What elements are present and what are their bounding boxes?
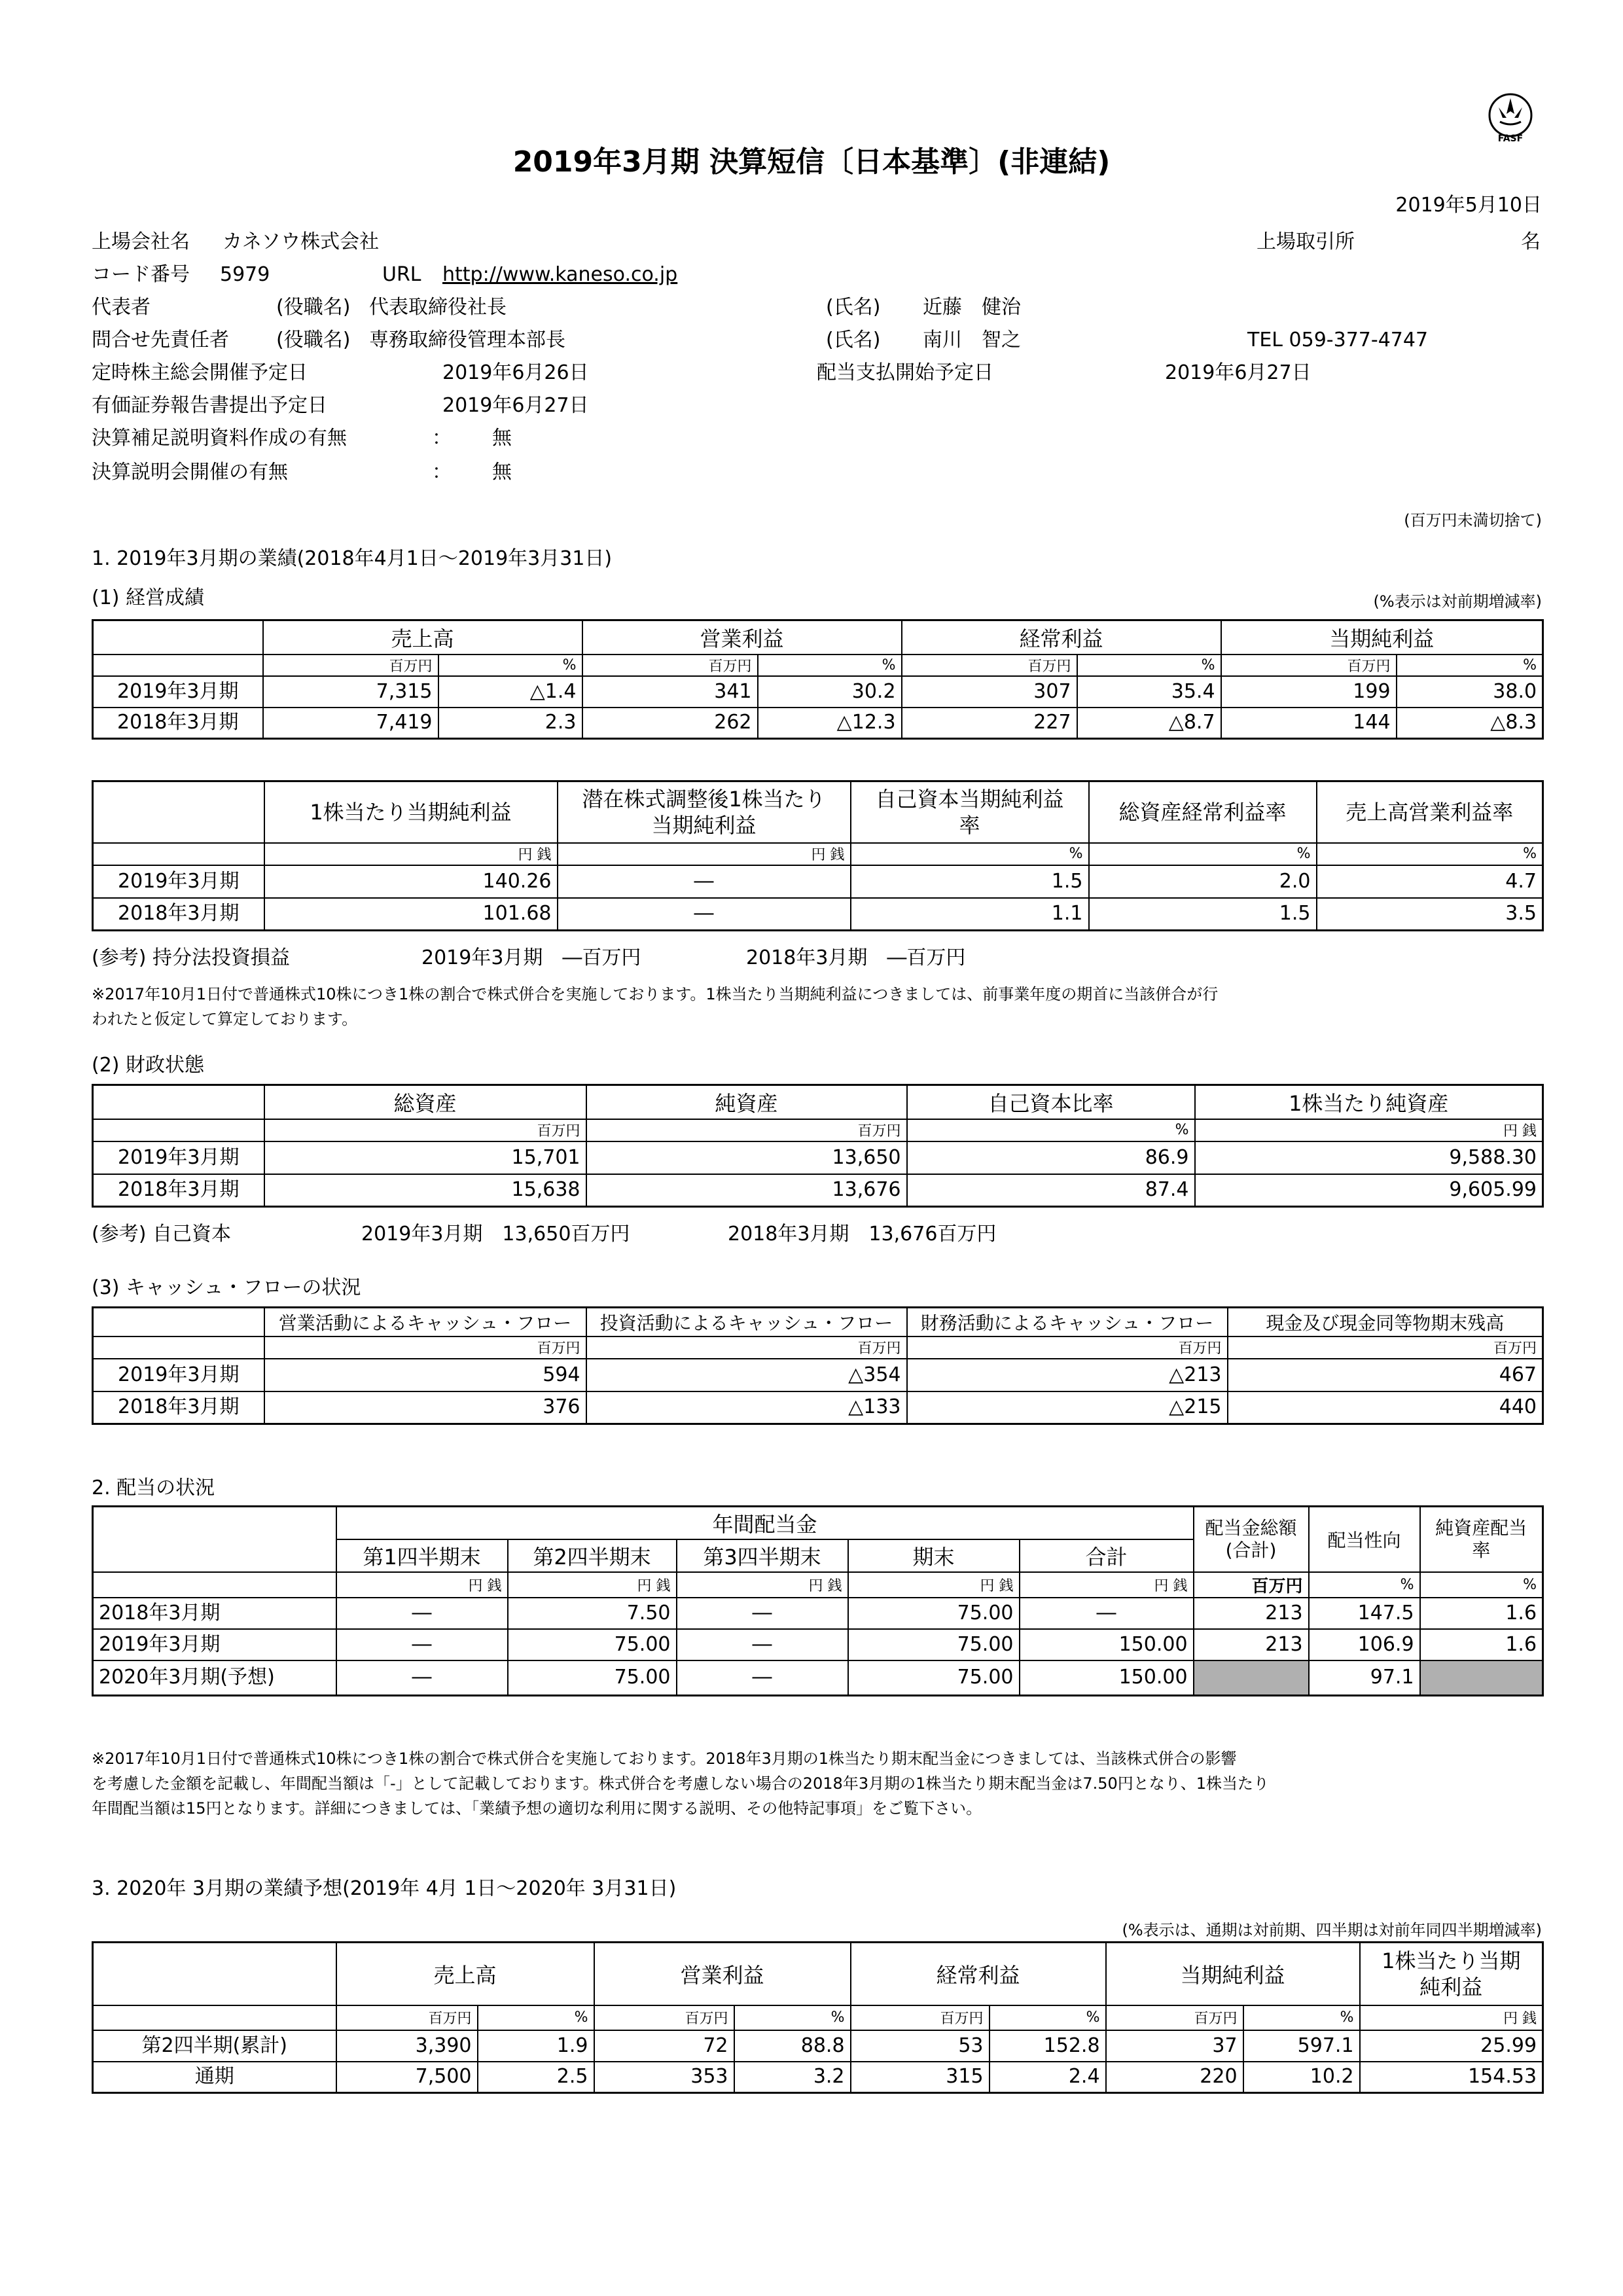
unit-cell: % (734, 2005, 851, 2030)
agm-label: 定時株主総会開催予定日 (92, 361, 308, 384)
row-label: 2019年3月期 (93, 1359, 264, 1391)
header-total-dividend: 配当金総額 (合計) (1194, 1507, 1309, 1572)
value-cell: 10.2 (1243, 2062, 1360, 2093)
row-label: 2018年3月期 (93, 708, 263, 739)
value-cell: ― (336, 1629, 508, 1660)
rep-name: 近藤 健治 (923, 296, 1021, 319)
value-cell: 38.0 (1397, 676, 1543, 708)
table-row (93, 2062, 1543, 2093)
value-cell: 440 (1228, 1391, 1543, 1424)
unit-cell: % (990, 2005, 1106, 2030)
value-cell: ― (1020, 1598, 1194, 1629)
value-cell: 7.50 (508, 1598, 677, 1629)
unit-cell: 百万円 (264, 1336, 586, 1359)
report-submit-date: 2019年6月27日 (442, 394, 589, 417)
row-label: 2019年3月期 (93, 865, 264, 898)
value-cell: 353 (594, 2062, 734, 2093)
value-cell: ― (558, 865, 851, 898)
value-cell: 2.5 (478, 2062, 594, 2093)
header-q3: 第3四半期末 (677, 1539, 848, 1572)
value-cell: 7,315 (263, 676, 438, 708)
header-diluted-eps: 潜在株式調整後1株当たり 当期純利益 (558, 781, 851, 843)
row-label: 2019年3月期 (93, 676, 263, 708)
brief-label: 決算説明会開催の有無 (92, 461, 288, 484)
company-url-link[interactable]: http://www.kaneso.co.jp (442, 263, 678, 286)
header-dividend-ratio: 純資産配当 率 (1420, 1507, 1543, 1572)
supp-value: 無 (492, 427, 512, 450)
section-2-title: 2. 配当の状況 (92, 1477, 215, 1499)
value-cell: ― (677, 1629, 848, 1660)
blank-cell (93, 1119, 264, 1141)
supp-label: 決算補足説明資料作成の有無 (92, 427, 347, 450)
value-cell: 2.0 (1089, 865, 1317, 898)
value-cell: 140.26 (264, 865, 558, 898)
shaded-cell (1194, 1660, 1309, 1696)
value-cell: 7,419 (263, 708, 438, 739)
unit-cell: 百万円 (582, 655, 758, 676)
header-q2: 第2四半期末 (508, 1539, 677, 1572)
unit-cell: % (907, 1119, 1195, 1141)
unit-cell: 百万円 (586, 1336, 907, 1359)
header-net-income: 当期純利益 (1106, 1943, 1360, 2005)
value-cell: 152.8 (990, 2030, 1106, 2062)
value-cell: 213 (1194, 1598, 1309, 1629)
ref-equity-label: (参考) 自己資本 (92, 1223, 231, 1246)
corner-cell (93, 620, 263, 655)
contact-name-label: (氏名) (826, 329, 881, 351)
corner-cell (93, 781, 264, 843)
header-eps: 1株当たり当期 純利益 (1360, 1943, 1543, 2005)
cash-flow-table (92, 1306, 1544, 1425)
value-cell: △12.3 (758, 708, 902, 739)
value-cell: △354 (586, 1359, 907, 1391)
row-label: 通期 (93, 2062, 336, 2093)
unit-cell: 円 銭 (1360, 2005, 1543, 2030)
note-2-line-1: ※2017年10月1日付で普通株式10株につき1株の割合で株式併合を実施しております。2018年3月期の1株当たり期末配当金につきましては、当該株式併合の影響 (92, 1749, 1237, 1768)
contact-label: 問合せ先責任者 (92, 329, 229, 351)
ref-equity-method-label: (参考) 持分法投資損益 (92, 946, 290, 969)
value-cell: 3,390 (336, 2030, 478, 2062)
exchange-label: 上場取引所 (1257, 230, 1355, 253)
blank-cell (93, 1572, 336, 1598)
header-cash-balance: 現金及び現金同等物期末残高 (1228, 1308, 1543, 1336)
unit-cell: 百万円 (594, 2005, 734, 2030)
report-date: 2019年5月10日 (1395, 194, 1542, 217)
code-label: コード番号 (92, 263, 190, 286)
unit-cell: % (851, 843, 1089, 865)
section-1-1-note: (%表示は対前期増減率) (1373, 592, 1542, 611)
row-label: 2018年3月期 (93, 1174, 264, 1207)
header-roa: 総資産経常利益率 (1089, 781, 1317, 843)
unit-cell: 円 銭 (558, 843, 851, 865)
unit-cell: % (1077, 655, 1221, 676)
row-label: 2019年3月期 (93, 1629, 336, 1660)
fasf-logo (1484, 92, 1537, 144)
value-cell: ― (558, 898, 851, 931)
exchange-value: 名 (1521, 230, 1541, 253)
value-cell: 15,701 (264, 1141, 586, 1174)
value-cell: 1.6 (1420, 1629, 1543, 1660)
url-label: URL (382, 263, 421, 286)
value-cell: 220 (1106, 2062, 1243, 2093)
value-cell: 9,605.99 (1195, 1174, 1543, 1207)
rep-label: 代表者 (92, 296, 151, 319)
forecast-table (92, 1941, 1544, 2094)
agm-date: 2019年6月26日 (442, 361, 589, 384)
corner-cell (93, 1085, 264, 1119)
value-cell: 25.99 (1360, 2030, 1543, 2062)
value-cell: 1.6 (1420, 1598, 1543, 1629)
company-label: 上場会社名 (92, 230, 190, 253)
unit-cell: 円 銭 (508, 1572, 677, 1598)
tel: TEL 059-377-4747 (1247, 329, 1429, 351)
unit-cell: % (1420, 1572, 1543, 1598)
value-cell: 53 (851, 2030, 990, 2062)
rep-name-label: (氏名) (826, 296, 881, 319)
unit-cell: % (1317, 843, 1543, 865)
value-cell: 154.53 (1360, 2062, 1543, 2093)
contact-title: 専務取締役管理本部長 (369, 329, 565, 351)
header-operating-profit: 営業利益 (582, 620, 902, 655)
value-cell: △1.4 (438, 676, 582, 708)
table-row (93, 1629, 1543, 1660)
header-total-assets: 総資産 (264, 1085, 586, 1119)
value-cell: 101.68 (264, 898, 558, 931)
section-3-note: (%表示は、通期は対前期、四半期は対前年同四半期増減率) (1122, 1921, 1542, 1939)
shaded-cell (1420, 1660, 1543, 1696)
value-cell: 75.00 (848, 1598, 1020, 1629)
header-sales: 売上高 (263, 620, 582, 655)
value-cell: 315 (851, 2062, 990, 2093)
value-cell: 75.00 (508, 1629, 677, 1660)
corner-cell (93, 1308, 264, 1336)
header-ordinary-profit: 経常利益 (851, 1943, 1106, 2005)
unit-cell: 円 銭 (848, 1572, 1020, 1598)
header-financing-cf: 財務活動によるキャッシュ・フロー (907, 1308, 1228, 1336)
corner-cell (93, 1507, 336, 1572)
unit-note: (百万円未満切捨て) (1404, 511, 1542, 529)
value-cell: 88.8 (734, 2030, 851, 2062)
value-cell: 30.2 (758, 676, 902, 708)
header-total: 合計 (1020, 1539, 1194, 1572)
div-pay-label: 配当支払開始予定日 (817, 361, 993, 384)
ref-equity-method-b: 2018年3月期 ―百万円 (746, 946, 966, 969)
note-1-line-1: ※2017年10月1日付で普通株式10株につき1株の割合で株式併合を実施しております。1株当たり当期純利益につきましては、前事業年度の期首に当該併合が行 (92, 985, 1219, 1003)
section-1-3-title: (3) キャッシュ・フローの状況 (92, 1276, 361, 1299)
unit-cell: 百万円 (1106, 2005, 1243, 2030)
table-row (93, 865, 1543, 898)
table-row (93, 1391, 1543, 1424)
ref-equity-a: 2019年3月期 13,650百万円 (361, 1223, 630, 1246)
value-cell: 15,638 (264, 1174, 586, 1207)
header-annual-dividend: 年間配当金 (336, 1507, 1194, 1539)
value-cell: 1.1 (851, 898, 1089, 931)
unit-cell: 百万円 (1228, 1336, 1543, 1359)
unit-cell: 百万円 (336, 2005, 478, 2030)
supp-colon: ： (432, 427, 452, 450)
value-cell: 144 (1221, 708, 1397, 739)
header-bps: 1株当たり純資産 (1195, 1085, 1543, 1119)
unit-cell: 百万円 (263, 655, 438, 676)
value-cell: 37 (1106, 2030, 1243, 2062)
value-cell: 594 (264, 1359, 586, 1391)
corner-cell (93, 1943, 336, 2005)
value-cell: 75.00 (508, 1660, 677, 1696)
value-cell: 147.5 (1309, 1598, 1420, 1629)
value-cell: 106.9 (1309, 1629, 1420, 1660)
value-cell: 150.00 (1020, 1629, 1194, 1660)
value-cell: 1.5 (1089, 898, 1317, 931)
value-cell: 13,676 (586, 1174, 907, 1207)
contact-name: 南川 智之 (923, 329, 1021, 351)
value-cell: 97.1 (1309, 1660, 1420, 1696)
value-cell: 1.5 (851, 865, 1089, 898)
div-pay-date: 2019年6月27日 (1165, 361, 1311, 384)
table-row (93, 708, 1543, 739)
blank-cell (93, 655, 263, 676)
per-share-table (92, 780, 1544, 931)
unit-cell: 円 銭 (677, 1572, 848, 1598)
value-cell: 2.3 (438, 708, 582, 739)
value-cell: 341 (582, 676, 758, 708)
table-row (93, 1598, 1543, 1629)
ref-equity-method-a: 2019年3月期 ―百万円 (421, 946, 641, 969)
unit-cell: 円 銭 (1020, 1572, 1194, 1598)
table-row (93, 1359, 1543, 1391)
value-cell: 86.9 (907, 1141, 1195, 1174)
row-label: 2018年3月期 (93, 1598, 336, 1629)
unit-cell: % (478, 2005, 594, 2030)
page-title: 2019年3月期 決算短信〔日本基準〕(非連結) (512, 145, 1111, 179)
value-cell: 2.4 (990, 2062, 1106, 2093)
blank-cell (93, 843, 264, 865)
unit-cell: 百万円 (902, 655, 1077, 676)
ref-equity-b: 2018年3月期 13,676百万円 (728, 1223, 997, 1246)
unit-cell: % (1309, 1572, 1420, 1598)
value-cell: ― (336, 1660, 508, 1696)
value-cell: 199 (1221, 676, 1397, 708)
header-investing-cf: 投資活動によるキャッシュ・フロー (586, 1308, 907, 1336)
header-operating-profit: 営業利益 (594, 1943, 851, 2005)
header-ordinary-profit: 経常利益 (902, 620, 1221, 655)
header-net-assets: 純資産 (586, 1085, 907, 1119)
section-1-2-title: (2) 財政状態 (92, 1054, 205, 1077)
value-cell: ― (336, 1598, 508, 1629)
unit-cell: 百万円 (907, 1336, 1228, 1359)
value-cell: △8.3 (1397, 708, 1543, 739)
value-cell: ― (677, 1660, 848, 1696)
value-cell: 3.2 (734, 2062, 851, 2093)
value-cell: 87.4 (907, 1174, 1195, 1207)
value-cell: 13,650 (586, 1141, 907, 1174)
value-cell: △8.7 (1077, 708, 1221, 739)
value-cell: 35.4 (1077, 676, 1221, 708)
contact-title-label: (役職名) (276, 329, 351, 351)
unit-cell: 百万円 (1221, 655, 1397, 676)
unit-cell: 百万円 (851, 2005, 990, 2030)
header-q1: 第1四半期末 (336, 1539, 508, 1572)
note-1-line-2: われたと仮定して算定しております。 (92, 1010, 358, 1028)
unit-cell: % (438, 655, 582, 676)
value-cell: 227 (902, 708, 1077, 739)
blank-cell (93, 2005, 336, 2030)
value-cell: 3.5 (1317, 898, 1543, 931)
unit-cell: 円 銭 (264, 843, 558, 865)
unit-cell: % (1243, 2005, 1360, 2030)
brief-value: 無 (492, 461, 512, 484)
table-row (93, 1174, 1543, 1207)
operating-results-table (92, 619, 1544, 740)
section-1-title: 1. 2019年3月期の業績(2018年4月1日～2019年3月31日) (92, 547, 613, 570)
value-cell: 75.00 (848, 1660, 1020, 1696)
table-row (93, 2030, 1543, 2062)
header-operating-margin: 売上高営業利益率 (1317, 781, 1543, 843)
company-name: カネソウ株式会社 (223, 230, 380, 253)
header-payout-ratio: 配当性向 (1309, 1507, 1420, 1572)
value-cell: 467 (1228, 1359, 1543, 1391)
header-equity-ratio: 自己資本比率 (907, 1085, 1195, 1119)
unit-cell: 百万円 (264, 1119, 586, 1141)
unit-cell: 円 銭 (336, 1572, 508, 1598)
brief-colon: ： (432, 461, 452, 484)
rep-title: 代表取締役社長 (369, 296, 507, 319)
blank-cell (93, 1336, 264, 1359)
unit-cell: % (1089, 843, 1317, 865)
value-cell: 213 (1194, 1629, 1309, 1660)
value-cell: △133 (586, 1391, 907, 1424)
table-row (93, 898, 1543, 931)
unit-cell: 百万円 (1194, 1572, 1309, 1598)
value-cell: 376 (264, 1391, 586, 1424)
note-2-line-2: を考慮した金額を記載し、年間配当額は「-」として記載しております。株式併合を考慮しない場合の2018年3月期の1株当たり期末配当金は7.50円となり、1株当たり (92, 1774, 1270, 1793)
value-cell: 9,588.30 (1195, 1141, 1543, 1174)
row-label: 2018年3月期 (93, 1391, 264, 1424)
note-2-line-3: 年間配当額は15円となります。詳細につきましては、「業績予想の適切な利用に関する説明、その他特記事項」をご覧下さい。 (92, 1799, 982, 1818)
value-cell: △215 (907, 1391, 1228, 1424)
row-label: 第2四半期(累計) (93, 2030, 336, 2062)
logo-text: FASF (1497, 134, 1524, 144)
value-cell: 307 (902, 676, 1077, 708)
header-operating-cf: 営業活動によるキャッシュ・フロー (264, 1308, 586, 1336)
row-label: 2018年3月期 (93, 898, 264, 931)
value-cell: 4.7 (1317, 865, 1543, 898)
value-cell: 75.00 (848, 1629, 1020, 1660)
value-cell: 150.00 (1020, 1660, 1194, 1696)
table-row (93, 676, 1543, 708)
header-net-income: 当期純利益 (1221, 620, 1543, 655)
value-cell: ― (677, 1598, 848, 1629)
code-value: 5979 (220, 263, 270, 286)
financial-position-table (92, 1084, 1544, 1208)
dividends-table (92, 1505, 1544, 1696)
table-row (93, 1141, 1543, 1174)
value-cell: 262 (582, 708, 758, 739)
header-eps: 1株当たり当期純利益 (264, 781, 558, 843)
value-cell: 597.1 (1243, 2030, 1360, 2062)
value-cell: 1.9 (478, 2030, 594, 2062)
unit-cell: 円 銭 (1195, 1119, 1543, 1141)
row-label: 2019年3月期 (93, 1141, 264, 1174)
unit-cell: % (1397, 655, 1543, 676)
value-cell: 7,500 (336, 2062, 478, 2093)
header-roe: 自己資本当期純利益 率 (851, 781, 1089, 843)
unit-cell: 百万円 (586, 1119, 907, 1141)
row-label: 2020年3月期(予想) (93, 1660, 336, 1696)
rep-title-label: (役職名) (276, 296, 351, 319)
section-1-1-title: (1) 経営成績 (92, 586, 205, 609)
table-row (93, 1660, 1543, 1696)
report-label: 有価証券報告書提出予定日 (92, 394, 327, 417)
header-sales: 売上高 (336, 1943, 594, 2005)
value-cell: 72 (594, 2030, 734, 2062)
header-year-end: 期末 (848, 1539, 1020, 1572)
section-3-title: 3. 2020年 3月期の業績予想(2019年 4月 1日～2020年 3月31日) (92, 1877, 677, 1900)
value-cell: △213 (907, 1359, 1228, 1391)
unit-cell: % (758, 655, 902, 676)
